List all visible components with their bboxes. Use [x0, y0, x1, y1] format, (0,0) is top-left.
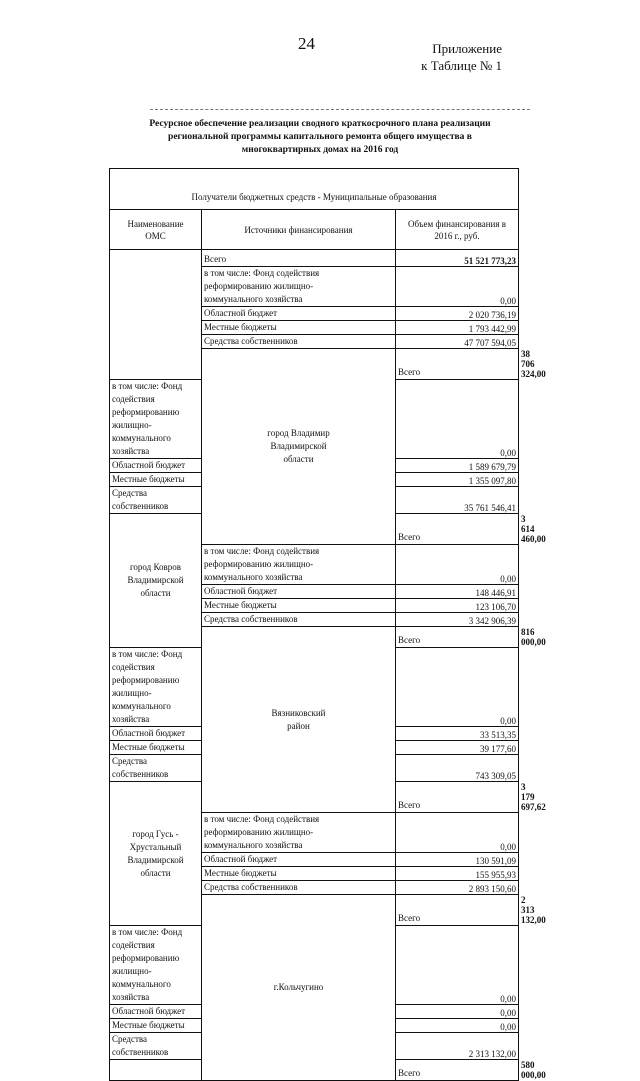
- amount-local: 0,00: [396, 1019, 519, 1033]
- source-regional: Областной бюджет: [110, 727, 202, 741]
- table-header-row: [110, 210, 519, 250]
- source-fond-line: реформированию жилищно-: [112, 407, 180, 430]
- source-fond-line: в том числе: Фонд содействия: [204, 814, 320, 824]
- amount-local: 123 106,70: [396, 599, 519, 613]
- table-row: Всего 580 000,00: [110, 1060, 519, 1081]
- source-regional: Областной бюджет: [110, 1005, 202, 1019]
- oms-name: [110, 514, 202, 648]
- source-local: Местные бюджеты: [110, 741, 202, 755]
- amount-owners: 743 309,05: [396, 755, 519, 782]
- amount-regional: 2 020 736,19: [396, 307, 519, 321]
- source-local: Местные бюджеты: [202, 321, 396, 335]
- table-caption-row: [110, 169, 519, 210]
- source-owners: Средства собственников: [110, 755, 202, 782]
- oms-name-line: Хрустальный: [129, 841, 182, 852]
- table-row: город Ковров Владимирской области Всего 3 614 460,00: [110, 514, 519, 545]
- source-local: Местные бюджеты: [110, 1019, 202, 1033]
- amount-fond: 0,00: [396, 267, 519, 307]
- source-fond-line: реформированию жилищно-: [112, 953, 180, 976]
- source-fond-line: в том числе: Фонд содействия: [204, 268, 320, 278]
- source-fond-line: реформированию жилищно-: [204, 827, 314, 837]
- oms-name: [110, 1060, 202, 1081]
- source-fond-line: реформированию жилищно-: [204, 281, 314, 291]
- appendix-label: [421, 40, 502, 74]
- amount-owners: 2 893 150,60: [396, 881, 519, 895]
- amount-local: 1 355 097,80: [396, 473, 519, 487]
- amount-total: 51 521 773,23: [396, 250, 519, 267]
- amount-regional: 130 591,09: [396, 853, 519, 867]
- source-total: Всего: [396, 349, 519, 380]
- source-fond-line: коммунального хозяйства: [204, 840, 303, 850]
- source-fond: [110, 380, 202, 459]
- appendix-line-1: Приложение: [432, 41, 502, 56]
- table-caption: Получатели бюджетных средств - Муниципальные образования: [110, 169, 519, 210]
- table-row: [110, 250, 519, 267]
- amount-regional: 33 513,35: [396, 727, 519, 741]
- header-source: Источники финансирования: [202, 210, 396, 250]
- title-line-2: региональной программы капитального ремонта общего имущества в: [168, 132, 472, 142]
- oms-name: [202, 895, 396, 1081]
- title-line-1: Ресурсное обеспечение реализации сводного краткосрочного плана реализации: [149, 119, 491, 129]
- amount-regional: 1 589 679,79: [396, 459, 519, 473]
- header-oms: [110, 210, 202, 250]
- amount-fond: 0,00: [396, 545, 519, 585]
- document-title: [120, 118, 520, 157]
- source-total: Всего: [396, 782, 519, 813]
- oms-name-line: Владимирской: [127, 575, 184, 585]
- source-fond-line: в том числе: Фонд содействия: [112, 927, 183, 950]
- amount-fond: 0,00: [396, 813, 519, 853]
- appendix-line-2: к Таблице № 1: [421, 58, 502, 73]
- oms-name-line: области: [140, 588, 171, 598]
- source-fond: [202, 545, 396, 585]
- amount-owners: 47 707 594,05: [396, 335, 519, 349]
- source-owners: Средства собственников: [110, 487, 202, 514]
- source-owners: Средства собственников: [202, 335, 396, 349]
- amount-local: 155 955,93: [396, 867, 519, 881]
- source-fond: [202, 267, 396, 307]
- oms-name-line: Вязниковский: [271, 707, 326, 718]
- source-local: Местные бюджеты: [110, 473, 202, 487]
- source-fond: [202, 813, 396, 853]
- table-row: город Владимир Владимирской области Всего 38 706 324,00: [110, 349, 519, 380]
- source-regional: Областной бюджет: [202, 307, 396, 321]
- source-fond-line: реформированию жилищно-: [204, 559, 314, 569]
- source-fond-line: реформированию жилищно-: [112, 675, 180, 698]
- title-line-3: многоквартирных домах на 2016 год: [241, 145, 399, 155]
- oms-name: [202, 627, 396, 813]
- source-regional: Областной бюджет: [202, 585, 396, 599]
- table-row: город Гусь - Хрустальный Владимирской области Всего 3 179 697,62: [110, 782, 519, 813]
- amount-fond: 0,00: [396, 380, 519, 459]
- source-fond: [110, 648, 202, 727]
- header-amount-line-2: 2016 г., руб.: [434, 230, 480, 241]
- oms-name-line: город Ковров: [129, 562, 182, 572]
- amount-fond: 0,00: [396, 648, 519, 727]
- oms-name: [110, 250, 202, 380]
- source-total: Всего: [396, 514, 519, 545]
- source-regional: Областной бюджет: [202, 853, 396, 867]
- oms-name-line: Владимирской: [127, 854, 184, 865]
- source-fond-line: коммунального хозяйства: [112, 433, 171, 456]
- table-row: г.Кольчугино Всего 2 313 132,00: [110, 895, 519, 926]
- source-owners: Средства собственников: [202, 613, 396, 627]
- source-fond-line: коммунального хозяйства: [112, 979, 171, 1002]
- oms-name-line: Владимирской: [270, 441, 327, 451]
- amount-owners: 35 761 546,41: [396, 487, 519, 514]
- source-total: Всего: [396, 895, 519, 926]
- page-number: 24: [298, 34, 315, 53]
- source-fond-line: коммунального хозяйства: [204, 572, 303, 582]
- source-total: Всего: [396, 1060, 519, 1081]
- header-amount: [396, 210, 519, 250]
- amount-local: 1 793 442,99: [396, 321, 519, 335]
- amount-local: 39 177,60: [396, 741, 519, 755]
- source-fond-line: в том числе: Фонд содействия: [112, 381, 183, 404]
- header-amount-line-1: Объем финансирования в: [408, 218, 506, 229]
- source-owners: Средства собственников: [202, 881, 396, 895]
- amount-fond: 0,00: [396, 926, 519, 1005]
- amount-owners: 2 313 132,00: [396, 1033, 519, 1060]
- source-total: Всего: [396, 627, 519, 648]
- source-local: Местные бюджеты: [202, 599, 396, 613]
- oms-name: [110, 782, 202, 926]
- oms-name-line: город Владимир: [267, 428, 330, 438]
- oms-name-line: город Гусь -: [132, 828, 179, 839]
- header-oms-line-1: Наименование: [127, 218, 184, 229]
- divider: [150, 109, 530, 110]
- source-regional: Областной бюджет: [110, 459, 202, 473]
- oms-name-line: г.Кольчугино: [273, 982, 324, 992]
- source-owners: Средства собственников: [110, 1033, 202, 1060]
- table-row: Вязниковский район Всего 816 000,00: [110, 627, 519, 648]
- source-fond-line: коммунального хозяйства: [112, 701, 171, 724]
- financing-table: [109, 168, 546, 1081]
- amount-owners: 3 342 906,39: [396, 613, 519, 627]
- oms-name: [202, 349, 396, 545]
- source-local: Местные бюджеты: [202, 867, 396, 881]
- header-oms-line-2: ОМС: [145, 230, 166, 241]
- oms-name-line: области: [140, 867, 171, 878]
- source-total: Всего: [202, 250, 396, 267]
- oms-name-line: район: [287, 720, 310, 731]
- amount-regional: 148 446,91: [396, 585, 519, 599]
- source-fond-line: в том числе: Фонд содействия: [112, 649, 183, 672]
- source-fond-line: коммунального хозяйства: [204, 294, 303, 304]
- source-fond: [110, 926, 202, 1005]
- oms-name-line: области: [283, 454, 314, 464]
- source-fond-line: в том числе: Фонд содействия: [204, 546, 320, 556]
- amount-regional: 0,00: [396, 1005, 519, 1019]
